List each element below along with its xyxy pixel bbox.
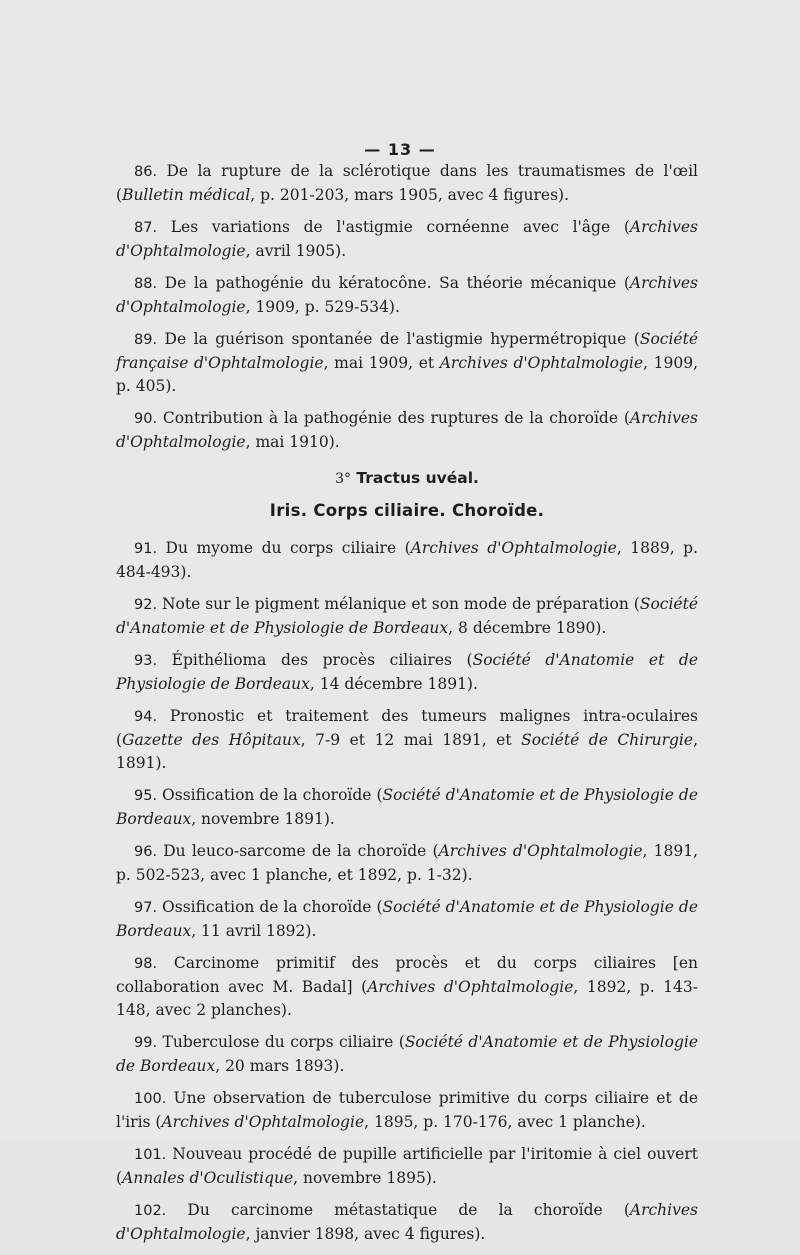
entry-97: 97. Ossification de la choroïde (Société d'Anatomie et de Physiologie de Bordeaux, 11 avril 1892). <box>116 898 698 940</box>
entry-95: 95. Ossification de la choroïde (Société d'Anatomie et de Physiologie de Bordeaux, novembre 1891). <box>116 786 698 828</box>
entry-96: 96. Du leuco-sarcome de la choroïde (Archives d'Ophtalmologie, 1891, p. 502-523, avec 1 planche, et 1892, p. 1-32). <box>116 842 699 884</box>
entry-102: 102. Du carcinome métastatique de la choroïde (Archives d'Ophtalmologie, janvier 1898, avec 4 figures). <box>116 1201 698 1243</box>
section-title-text: Tractus uvéal. <box>350 469 479 487</box>
entry-86: 86. De la rupture de la sclérotique dans les traumatismes de l'œil (Bulletin médical, p. 201-203, mars 1905, avec 4 figures). <box>116 162 698 204</box>
entry-99: 99. Tuberculose du corps ciliaire (Société d'Anatomie et de Physiologie de Bordeaux, 20 mars 1893). <box>116 1033 699 1075</box>
section-title <box>116 466 698 491</box>
entry-101: 101. Nouveau procédé de pupille artificielle par l'iritomie à ciel ouvert (Annales d'Oculistique, novembre 1895). <box>116 1145 698 1187</box>
entry-100: 100. Une observation de tuberculose primitive du corps ciliaire et de l'iris (Archives d'Ophtalmologie, 1895, p. 170-176, avec 1 planche). <box>116 1089 698 1131</box>
entry-91: 91. Du myome du corps ciliaire (Archives d'Ophtalmologie, 1889, p. 484-493). <box>116 539 698 581</box>
page-number: — 13 — <box>364 140 436 159</box>
section-number: 3° <box>335 471 351 487</box>
entry-88: 88. De la pathogénie du kératocône. Sa théorie mécanique (Archives d'Ophtalmologie, 1909, p. 529-534). <box>116 274 698 316</box>
section-subtitle: Iris. Corps ciliaire. Choroïde. <box>269 501 545 520</box>
entry-90: 90. Contribution à la pathogénie des ruptures de la choroïde (Archives d'Ophtalmologie, mai 1910). <box>116 409 698 451</box>
entry-93: 93. Épithélioma des procès ciliaires (Société d'Anatomie et de Physiologie de Bordeaux, 14 décembre 1891). <box>116 651 698 693</box>
entry-87: 87. Les variations de l'astigmie cornéenne avec l'âge (Archives d'Ophtalmologie, avril 1905). <box>116 218 698 260</box>
bibliography-content <box>116 160 698 1255</box>
entry-98: 98. Carcinome primitif des procès et du corps ciliaires [en collaboration avec M. Badal] (Archives d'Ophtalmologie, 1892, p. 143-148, avec 2 planches). <box>116 954 698 1019</box>
entry-89: 89. De la guérison spontanée de l'astigmie hypermétropique (Société française d'Ophtalmologie, mai 1909, et Archives d'Ophtalmologie, 1909, p. 405). <box>116 330 699 395</box>
entry-92: 92. Note sur le pigment mélanique et son mode de préparation (Société d'Anatomie et de Physiologie de Bordeaux, 8 décembre 1890). <box>116 595 698 637</box>
entry-94: 94. Pronostic et traitement des tumeurs malignes intra-oculaires (Gazette des Hôpitaux, 7-9 et 12 mai 1891, et Société de Chirurgie, 1891). <box>116 707 698 772</box>
